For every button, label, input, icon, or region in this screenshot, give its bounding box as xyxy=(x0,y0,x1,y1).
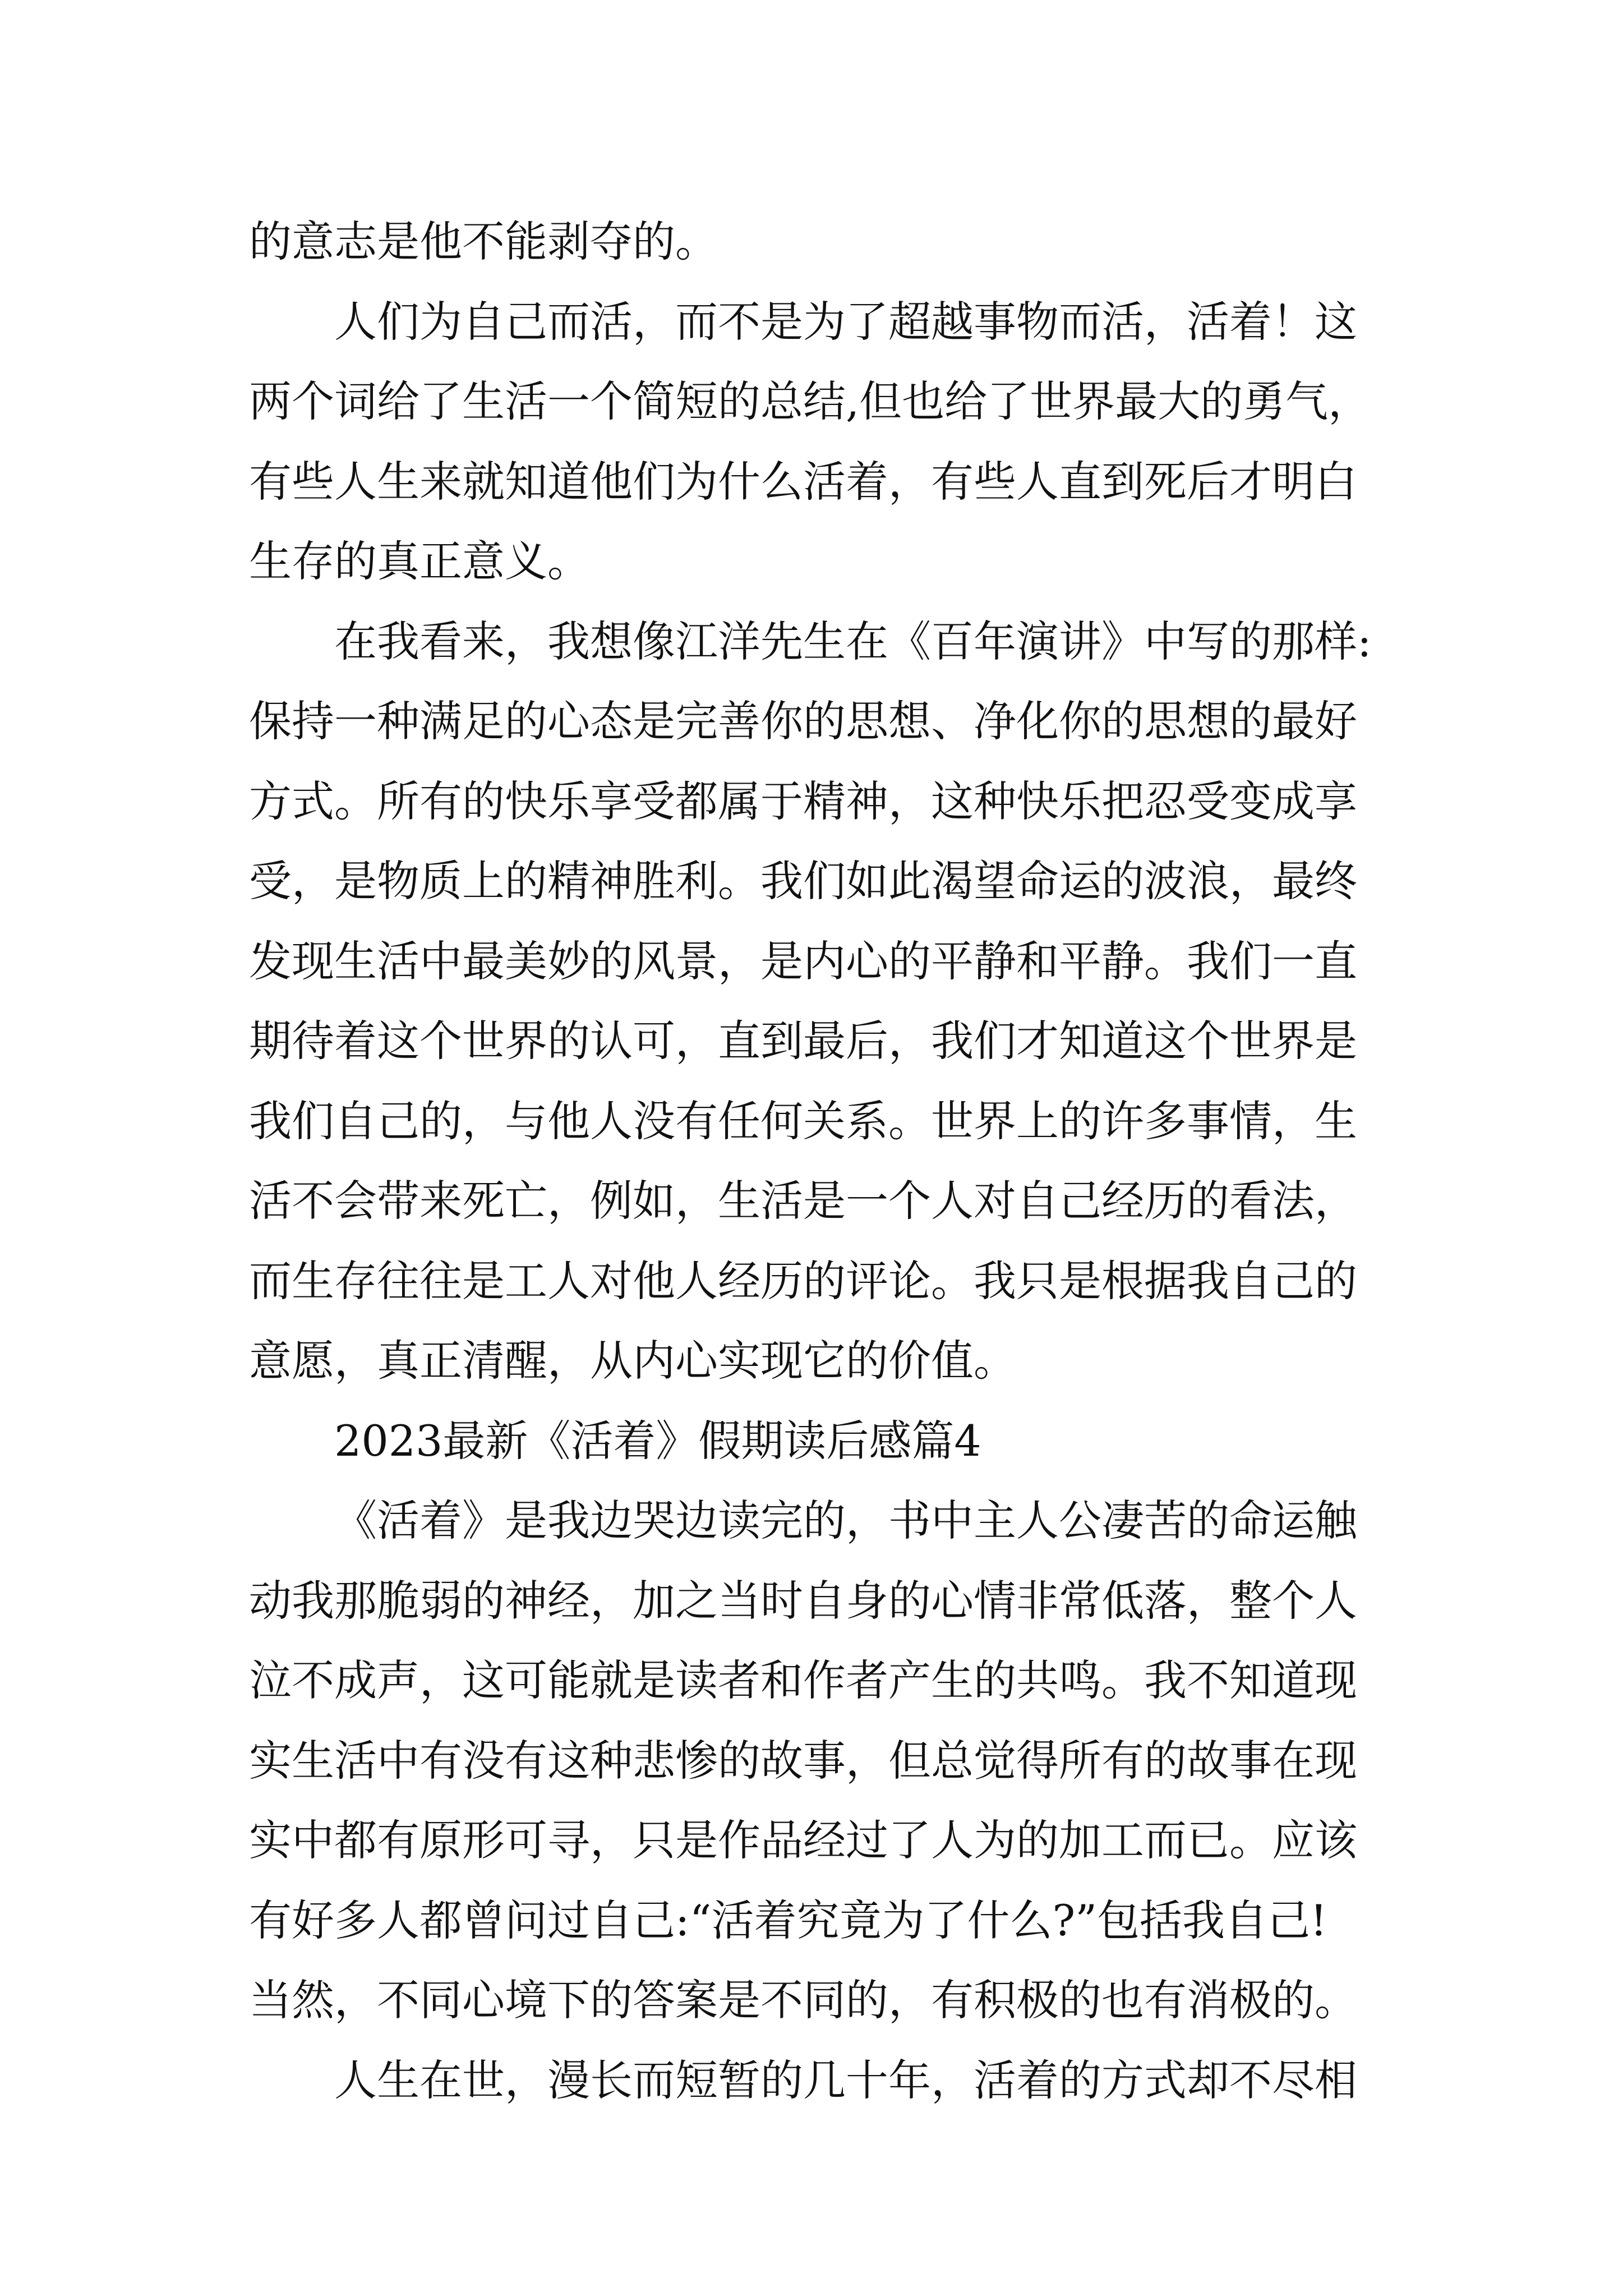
text-line: 保持一种满足的心态是完善你的思想、净化你的思想的最好 xyxy=(249,696,1357,746)
text-line: 实中都有原形可寻，只是作品经过了人为的加工而已。应该 xyxy=(249,1815,1357,1865)
text-line: 实生活中有没有这种悲惨的故事，但总觉得所有的故事在现 xyxy=(249,1735,1357,1786)
text-line: 2023最新《活着》假期读后感篇4 xyxy=(334,1415,981,1466)
text-line: 受，是物质上的精神胜利。我们如此渴望命运的波浪，最终 xyxy=(249,856,1357,906)
text-line: 发现生活中最美妙的风景，是内心的平静和平静。我们一直 xyxy=(249,936,1357,986)
text-line: 方式。所有的快乐享受都属于精神，这种快乐把忍受变成享 xyxy=(249,776,1357,826)
text-line: 有好多人都曾问过自己:“活着究竟为了什么?”包括我自己! xyxy=(249,1895,1327,1945)
text-line: 在我看来，我想像江洋先生在《百年演讲》中写的那样: xyxy=(334,616,1372,666)
text-line: 我们自己的，与他人没有任何关系。世界上的许多事情，生 xyxy=(249,1096,1357,1146)
text-line: 生存的真正意义。 xyxy=(249,536,590,586)
text-line: 人生在世，漫长而短暂的几十年，活着的方式却不尽相 xyxy=(334,2055,1357,2105)
text-line: 《活着》是我边哭边读完的，书中主人公凄苦的命运触 xyxy=(334,1496,1357,1545)
text-line: 活不会带来死亡，例如，生活是一个人对自己经历的看法， xyxy=(249,1176,1357,1226)
text-line: 两个词给了生活一个简短的总结,但也给了世界最大的勇气， xyxy=(249,376,1371,426)
text-line: 人们为自己而活，而不是为了超越事物而活，活着！这 xyxy=(334,296,1357,347)
text-line: 而生存往往是工人对他人经历的评论。我只是根据我自己的 xyxy=(249,1255,1357,1306)
text-line: 当然，不同心境下的答案是不同的，有积极的也有消极的。 xyxy=(249,1975,1357,2025)
text-line: 的意志是他不能剥夺的。 xyxy=(249,217,718,266)
text-line: 期待着这个世界的认可，直到最后，我们才知道这个世界是 xyxy=(249,1016,1357,1066)
text-line: 泣不成声，这可能就是读者和作者产生的共鸣。我不知道现 xyxy=(249,1655,1357,1705)
text-line: 有些人生来就知道他们为什么活着，有些人直到死后才明白 xyxy=(249,456,1357,507)
text-line: 动我那脆弱的神经，加之当时自身的心情非常低落，整个人 xyxy=(249,1575,1357,1626)
text-line: 意愿，真正清醒，从内心实现它的价值。 xyxy=(249,1336,1016,1386)
body-text xyxy=(249,202,1432,2120)
